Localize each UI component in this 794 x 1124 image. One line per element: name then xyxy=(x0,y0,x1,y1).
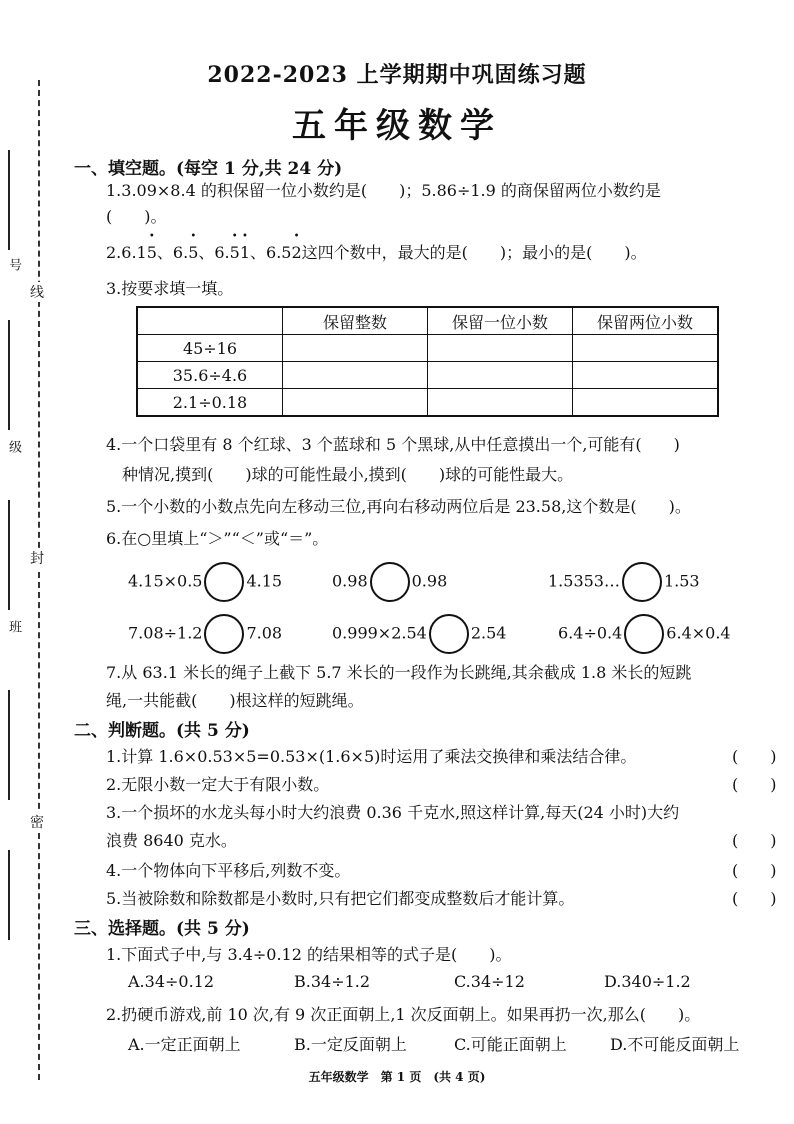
compare-left: 6.4÷0.4 xyxy=(558,623,623,643)
choice-option[interactable]: B.34÷1.2 xyxy=(294,972,371,991)
judge-item: 1.计算 1.6×0.53×5=0.53×(1.6×5)时运用了乘法交换律和乘法结合律。 xyxy=(106,747,637,766)
binding-label-ban: 班 xyxy=(6,620,21,633)
section3-heading: 三、选择题。(共 5 分) xyxy=(74,919,250,939)
binding-field-line xyxy=(8,150,10,250)
judge-bracket[interactable]: ( ) xyxy=(732,889,777,908)
q2-text: 2.6.1 xyxy=(106,243,147,262)
compare-item xyxy=(332,562,447,602)
compare-right: 0.98 xyxy=(411,571,448,591)
binding-label-hao: 号 xyxy=(6,258,21,271)
judge-bracket[interactable]: ( ) xyxy=(732,861,777,880)
binding-mark-mi: 密 xyxy=(30,812,44,832)
table-cell: 2.1÷0.18 xyxy=(137,389,283,417)
binding-field-line xyxy=(8,850,10,940)
judge-item: 5.当被除数和除数都是小数时,只有把它们都变成整数后才能计算。 xyxy=(106,889,575,908)
binding-field-line xyxy=(8,690,10,800)
rounding-table xyxy=(136,306,719,417)
repeating-digit: • 5 xyxy=(188,243,198,262)
table-cell: 45÷16 xyxy=(137,335,283,362)
answer-cell[interactable] xyxy=(573,389,719,417)
judge-bracket[interactable]: ( ) xyxy=(732,775,777,794)
compare-circle[interactable] xyxy=(624,614,664,654)
binding-field-line xyxy=(8,500,10,610)
q2-text: 、6. xyxy=(156,243,189,262)
section1-heading: 一、填空题。(每空 1 分,共 24 分) xyxy=(74,159,343,179)
s1-q3: 3.按要求填一填。 xyxy=(106,279,234,298)
q2-text: 、6.5 xyxy=(250,243,292,262)
answer-cell[interactable] xyxy=(428,335,573,362)
choice-option[interactable]: A.34÷0.12 xyxy=(128,972,215,991)
s1-q7-line2: 绳,一共能截( )根这样的短跳绳。 xyxy=(106,691,364,710)
table-header-cell xyxy=(137,307,283,335)
table-header-cell: 保留两位小数 xyxy=(573,307,719,335)
repeating-digit: • 5 xyxy=(230,243,240,262)
compare-circle[interactable] xyxy=(204,562,244,602)
s1-q4-line2: 种情况,摸到( )球的可能性最小,摸到( )球的可能性最大。 xyxy=(122,465,574,484)
table-cell: 35.6÷4.6 xyxy=(137,362,283,389)
compare-right: 1.53 xyxy=(663,571,700,591)
q2-text: 、6. xyxy=(198,243,230,262)
choice-option[interactable]: B.一定反面朝上 xyxy=(294,1035,407,1054)
table-row xyxy=(137,335,718,362)
binding-dashed-line xyxy=(38,80,40,1080)
judge-item: 4.一个物体向下平移后,列数不变。 xyxy=(106,861,351,880)
compare-circle[interactable] xyxy=(622,562,662,602)
binding-field-line xyxy=(8,320,10,430)
table-header-row xyxy=(137,307,718,335)
judge-bracket[interactable]: ( ) xyxy=(732,831,777,850)
binding-label-ji: 级 xyxy=(6,440,21,453)
s1-q1-line1: 1.3.09×8.4 的积保留一位小数约是( )；5.86÷1.9 的商保留两位小数约是 xyxy=(106,181,661,200)
q2-text: 这四个数中，最大的是( )；最小的是( )。 xyxy=(301,243,647,262)
table-header-cell: 保留一位小数 xyxy=(428,307,573,335)
compare-circle[interactable] xyxy=(204,614,244,654)
answer-cell[interactable] xyxy=(283,362,428,389)
table-header-cell: 保留整数 xyxy=(283,307,428,335)
repeating-digit: • 2 xyxy=(291,243,301,262)
exam-subject: 五年级数学 xyxy=(292,106,502,146)
choice-question: 1.下面式子中,与 3.4÷0.12 的结果相等的式子是( )。 xyxy=(106,945,512,964)
choice-option[interactable]: D.340÷1.2 xyxy=(604,972,691,991)
binding-mark-feng: 封 xyxy=(30,548,44,568)
compare-left: 1.5353… xyxy=(548,571,620,591)
compare-item xyxy=(558,614,731,654)
answer-cell[interactable] xyxy=(573,335,719,362)
choice-option[interactable]: C.34÷12 xyxy=(454,972,525,991)
s1-q7-line1: 7.从 63.1 米长的绳子上截下 5.7 米长的一段作为长跳绳,其余截成 1.8 米长的短跳 xyxy=(106,663,692,682)
answer-cell[interactable] xyxy=(428,389,573,417)
answer-cell[interactable] xyxy=(283,389,428,417)
choice-question: 2.扔硬币游戏,前 10 次,有 9 次正面朝上,1 次反面朝上。如果再扔一次,那么( )。 xyxy=(106,1005,701,1024)
judge-item: 3.一个损坏的水龙头每小时大约浪费 0.36 千克水,照这样计算,每天(24 小时)大约 xyxy=(106,803,680,822)
answer-cell[interactable] xyxy=(283,335,428,362)
compare-item xyxy=(128,614,282,654)
compare-right: 4.15 xyxy=(246,571,283,591)
table-row xyxy=(137,389,718,417)
compare-item xyxy=(128,562,282,602)
table-row xyxy=(137,362,718,389)
compare-item xyxy=(332,614,506,654)
choice-option[interactable]: D.不可能反面朝上 xyxy=(610,1035,740,1054)
compare-left: 0.999×2.54 xyxy=(332,623,427,643)
s1-q5: 5.一个小数的小数点先向左移动三位,再向右移动两位后是 23.58,这个数是( )。 xyxy=(106,497,691,516)
s1-q2 xyxy=(106,240,647,263)
compare-left: 0.98 xyxy=(332,571,368,591)
compare-right: 7.08 xyxy=(246,623,283,643)
compare-left: 4.15×0.5 xyxy=(128,571,203,591)
s1-q4-line1: 4.一个口袋里有 8 个红球、3 个蓝球和 5 个黑球,从中任意摸出一个,可能有( ) xyxy=(106,435,680,454)
s1-q6: 6.在○里填上“＞”“＜”或“＝”。 xyxy=(106,529,329,548)
binding-mark-xian: 线 xyxy=(30,282,44,302)
repeating-digit: • 5 xyxy=(147,243,157,262)
answer-cell[interactable] xyxy=(573,362,719,389)
judge-item-cont: 浪费 8640 克水。 xyxy=(106,831,237,850)
compare-right: 2.54 xyxy=(470,623,507,643)
compare-circle[interactable] xyxy=(429,614,469,654)
s1-q1-line2: ( )。 xyxy=(106,207,167,226)
judge-bracket[interactable]: ( ) xyxy=(732,747,777,766)
answer-cell[interactable] xyxy=(428,362,573,389)
choice-option[interactable]: C.可能正面朝上 xyxy=(454,1035,567,1054)
section2-heading: 二、判断题。(共 5 分) xyxy=(74,721,250,741)
compare-item xyxy=(548,562,700,602)
judge-item: 2.无限小数一定大于有限小数。 xyxy=(106,775,330,794)
compare-left: 7.08÷1.2 xyxy=(128,623,203,643)
choice-option[interactable]: A.一定正面朝上 xyxy=(128,1035,241,1054)
page-footer: 五年级数学 第 1 页 (共 4 页) xyxy=(308,1070,486,1084)
compare-right: 6.4×0.4 xyxy=(666,623,731,643)
compare-circle[interactable] xyxy=(370,562,410,602)
repeating-digit: • 1 xyxy=(240,243,250,262)
exam-title: 2022-2023 上学期期中巩固练习题 xyxy=(207,62,587,88)
